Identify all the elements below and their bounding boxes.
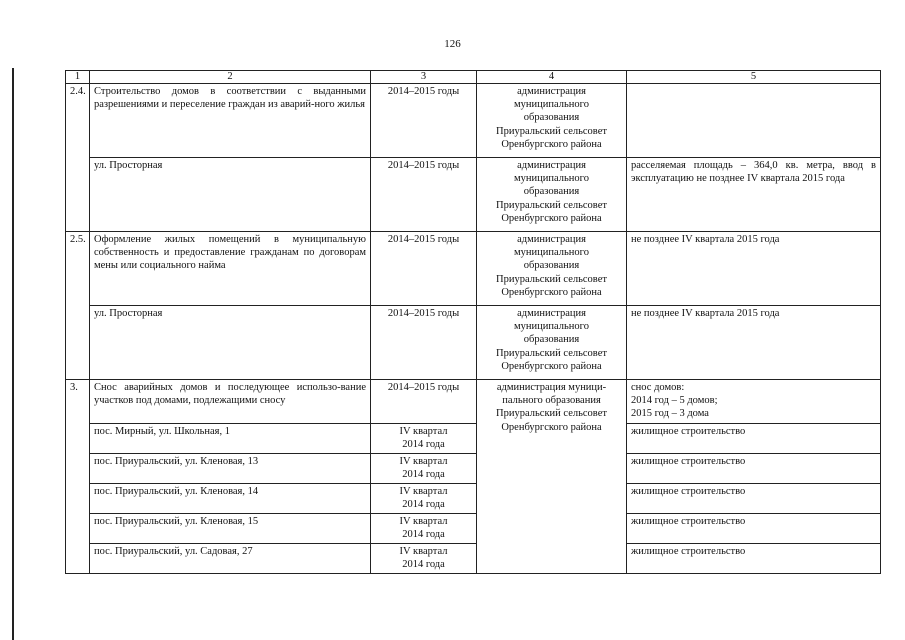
header-cell-5: 5 [627,71,881,84]
result-cell: не позднее IV квартала 2015 года [627,306,881,380]
result-cell: жилищное строительство [627,484,881,514]
table-row [66,232,881,306]
row-number: 2.5. [66,232,90,380]
measure-description: Оформление жилых помещений в муниципальную собственность и предоставление гражданам по договорам мены или социального найма [90,232,371,306]
row-number: 2.4. [66,84,90,232]
address-cell: пос. Приуральский, ул. Садовая, 27 [90,544,371,574]
table-row [66,544,881,574]
measure-description: Снос аварийных домов и последующее использо-вание участков под домами, подлежащими сносу [90,380,371,424]
period-cell: IV квартал 2014 года [371,544,477,574]
executor-cell: администрация муници- пального образования Приуральский сельсовет Оренбургского района [477,380,627,574]
address-cell: пос. Мирный, ул. Школьная, 1 [90,424,371,454]
result-cell: не позднее IV квартала 2015 года [627,232,881,306]
header-cell-3: 3 [371,71,477,84]
period-cell: 2014–2015 годы [371,232,477,306]
period-cell: IV квартал 2014 года [371,454,477,484]
period-cell: 2014–2015 годы [371,158,477,232]
executor-cell: администрация муниципального образования Приуральский сельсовет Оренбургского района [477,158,627,232]
measure-description: Строительство домов в соответствии с выданными разрешениями и переселение граждан из аварий-ного жилья [90,84,371,158]
executor-cell: администрация муниципального образования Приуральский сельсовет Оренбургского района [477,84,627,158]
period-cell: IV квартал 2014 года [371,424,477,454]
measure-description: ул. Просторная [90,306,371,380]
address-cell: пос. Приуральский, ул. Кленовая, 13 [90,454,371,484]
header-cell-4: 4 [477,71,627,84]
executor-cell: администрация муниципального образования Приуральский сельсовет Оренбургского района [477,306,627,380]
period-cell: 2014–2015 годы [371,84,477,158]
result-cell: жилищное строительство [627,544,881,574]
result-cell [627,84,881,158]
result-cell: расселяемая площадь – 364,0 кв. метра, ввод в эксплуатацию не позднее IV квартала 2015 года [627,158,881,232]
period-cell: IV квартал 2014 года [371,484,477,514]
executor-cell: администрация муниципального образования Приуральский сельсовет Оренбургского района [477,232,627,306]
result-cell: жилищное строительство [627,424,881,454]
scan-edge-line [12,68,14,640]
table-row [66,484,881,514]
page-number: 126 [444,38,461,50]
table-row [66,454,881,484]
result-cell: жилищное строительство [627,454,881,484]
header-row [66,71,881,84]
measure-description: ул. Просторная [90,158,371,232]
result-cell: жилищное строительство [627,514,881,544]
table-row [66,84,881,158]
result-cell: снос домов: 2014 год – 5 домов; 2015 год – 3 дома [627,380,881,424]
table-row [66,380,881,424]
period-cell: 2014–2015 годы [371,380,477,424]
header-cell-1: 1 [66,71,90,84]
address-cell: пос. Приуральский, ул. Кленовая, 14 [90,484,371,514]
row-number: 3. [66,380,90,574]
period-cell: IV квартал 2014 года [371,514,477,544]
table-row [66,514,881,544]
table-row [66,158,881,232]
period-cell: 2014–2015 годы [371,306,477,380]
table-row [66,306,881,380]
table-row [66,424,881,454]
program-table [65,70,881,574]
header-cell-2: 2 [90,71,371,84]
address-cell: пос. Приуральский, ул. Кленовая, 15 [90,514,371,544]
